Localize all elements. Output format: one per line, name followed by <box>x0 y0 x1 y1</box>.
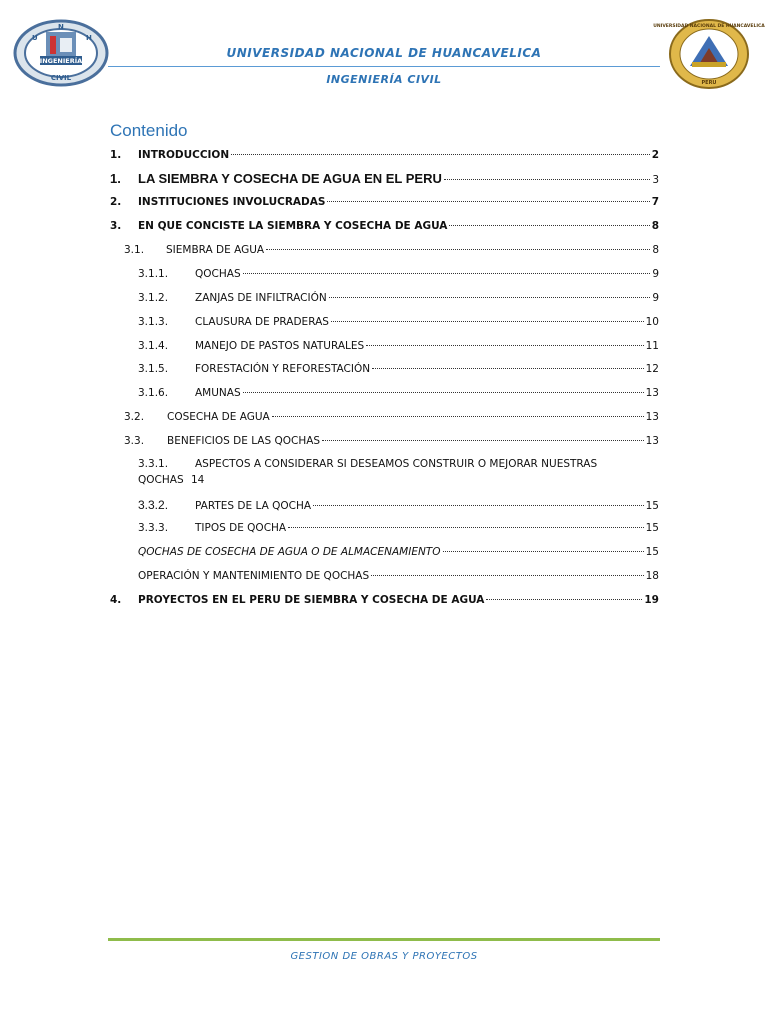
toc-leader-dots <box>449 224 649 226</box>
toc-leader-dots <box>327 200 649 202</box>
toc-entry-page: 8 <box>652 244 659 256</box>
unh-seal-logo <box>653 18 765 90</box>
toc-leader-dots <box>322 439 644 441</box>
toc-leader-dots <box>266 248 650 250</box>
toc-leader-dots <box>243 272 651 274</box>
toc-entry-page: 12 <box>645 363 659 375</box>
toc-entry-amunas[interactable] <box>138 387 659 399</box>
toc-leader-dots <box>372 367 644 369</box>
toc-entry-page: 9 <box>652 268 659 280</box>
toc-entry-number: 4. <box>110 594 122 606</box>
logo-right-label-university: UNIVERSIDAD NACIONAL DE HUANCAVELICA <box>653 24 765 29</box>
toc-entry-page: 15 <box>645 500 659 512</box>
toc-entry-qochas[interactable] <box>138 268 659 280</box>
toc-entry-page: 8 <box>651 220 659 232</box>
toc-entry-page: 2 <box>651 149 659 161</box>
faculty-title: INGENIERÍA CIVIL <box>326 73 442 86</box>
toc-entry-page: 7 <box>651 196 659 208</box>
toc-entry-title: INTRODUCCION <box>138 149 230 161</box>
toc-entry-title: PROYECTOS EN EL PERU DE SIEMBRA Y COSECHA DE AGUA <box>138 594 485 606</box>
toc-entry-cosecha-de-agua[interactable] <box>124 411 659 423</box>
toc-entry-title: INSTITUCIONES INVOLUCRADAS <box>138 196 326 208</box>
toc-leader-dots <box>288 526 644 528</box>
toc-entry-page: 18 <box>645 570 659 582</box>
toc-entry-number: 1. <box>110 171 121 186</box>
toc-entry-number: 3. <box>110 220 122 232</box>
toc-leader-dots <box>443 550 644 552</box>
toc-heading: Contenido <box>110 121 188 140</box>
toc-entry-manejo-pastos[interactable] <box>138 340 659 352</box>
toc-entry-number: 1. <box>110 149 122 161</box>
toc-entry-title: OPERACIÓN Y MANTENIMIENTO DE QOCHAS <box>138 570 370 582</box>
toc-entry-page: 15 <box>645 522 659 534</box>
footer-divider <box>108 938 660 941</box>
toc-entry-number: 3.1.5. <box>138 363 169 375</box>
toc-leader-dots <box>313 504 644 506</box>
toc-entry-number: 3.1. <box>124 244 145 256</box>
logo-left-letter-u: U <box>32 34 38 42</box>
toc-entry-number: 3.2. <box>124 411 145 423</box>
toc-leader-dots <box>444 178 650 180</box>
toc-entry-en-que-conciste[interactable] <box>110 220 659 232</box>
toc-entry-number: 3.1.2. <box>138 292 169 304</box>
toc-entry-page: 3 <box>652 174 659 186</box>
toc-entry-page: 13 <box>645 411 659 423</box>
toc-leader-dots <box>231 153 650 155</box>
toc-entry-title: MANEJO DE PASTOS NATURALES <box>195 340 365 352</box>
toc-entry-page: 13 <box>645 435 659 447</box>
toc-entry-title: CLAUSURA DE PRADERAS <box>195 316 329 328</box>
logo-left-label-faculty: INGENIERÍA <box>39 57 83 65</box>
toc-entry-number: 3.1.6. <box>138 387 169 399</box>
logo-left-letter-n: N <box>58 23 64 31</box>
toc-leader-dots <box>486 598 642 600</box>
toc-entry-number: 3.3.2. <box>138 498 169 512</box>
toc-entry-beneficios[interactable] <box>124 435 659 447</box>
toc-entry-number: 3.3.1. <box>138 458 169 470</box>
toc-entry-title: TIPOS DE QOCHA <box>195 522 287 534</box>
toc-entry-siembra-cosecha-peru[interactable] <box>110 171 659 186</box>
toc-entry-page: 9 <box>652 292 659 304</box>
toc-entry-number: 3.1.1. <box>138 268 169 280</box>
toc-leader-dots <box>331 320 644 322</box>
toc-leader-dots <box>243 391 644 393</box>
toc-entry-title: LA SIEMBRA Y COSECHA DE AGUA EN EL PERU <box>138 171 442 186</box>
toc-entry-title: SIEMBRA DE AGUA <box>166 244 265 256</box>
toc-entry-number: 3.1.3. <box>138 316 169 328</box>
header-divider <box>108 66 660 67</box>
toc-entry-page: 10 <box>645 316 659 328</box>
toc-entry-title: BENEFICIOS DE LAS QOCHAS <box>167 435 321 447</box>
toc-entry-operacion-mantenimiento[interactable] <box>138 570 659 582</box>
toc-entry-tipos-qocha[interactable] <box>138 522 659 534</box>
toc-entry-proyectos[interactable] <box>110 594 659 606</box>
toc-entry-page: 11 <box>645 340 659 352</box>
toc-leader-dots <box>366 344 643 346</box>
toc-entry-title: FORESTACIÓN Y REFORESTACIÓN <box>195 363 371 375</box>
toc-entry-qochas-almacenamiento[interactable] <box>138 546 659 558</box>
logo-right-label-country: PERU <box>701 80 717 86</box>
toc-entry-title: COSECHA DE AGUA <box>167 411 270 423</box>
toc-entry-partes-qocha[interactable] <box>138 498 659 512</box>
toc-entry-title: AMUNAS <box>195 387 241 399</box>
toc-entry-title: ZANJAS DE INFILTRACIÓN <box>195 292 327 304</box>
toc-leader-dots <box>329 296 651 298</box>
toc-entry-forestacion[interactable] <box>138 363 659 375</box>
toc-leader-dots <box>371 574 643 576</box>
toc-entry-number: 2. <box>110 196 122 208</box>
toc-entry-title-continued: QOCHAS <box>138 474 184 486</box>
toc-entry-page: 14 <box>190 474 205 486</box>
toc-entry-page: 13 <box>645 387 659 399</box>
toc-entry-number: 3.3. <box>124 435 145 447</box>
toc-entry-title: PARTES DE LA QOCHA <box>195 500 312 512</box>
toc-leader-dots <box>272 415 644 417</box>
logo-left-label-civil: CIVIL <box>50 74 72 82</box>
toc-entry-title: EN QUE CONCISTE LA SIEMBRA Y COSECHA DE AGUA <box>138 220 448 232</box>
toc-entry-title: ASPECTOS A CONSIDERAR SI DESEAMOS CONSTRUIR O MEJORAR NUESTRAS <box>195 458 598 470</box>
university-title: UNIVERSIDAD NACIONAL DE HUANCAVELICA <box>226 46 542 60</box>
toc-entry-zanjas[interactable] <box>138 292 659 304</box>
toc-entry-siembra-de-agua[interactable] <box>124 244 659 256</box>
toc-entry-page: 19 <box>644 594 659 606</box>
toc-entry-clausura[interactable] <box>138 316 659 328</box>
toc-entry-number: 3.1.4. <box>138 340 169 352</box>
toc-entry-title: QOCHAS DE COSECHA DE AGUA O DE ALMACENAMIENTO <box>138 546 441 558</box>
footer-text: GESTION DE OBRAS Y PROYECTOS <box>290 951 478 962</box>
toc-entry-instituciones[interactable] <box>110 196 659 208</box>
toc-entry-number: 3.3.3. <box>138 522 169 534</box>
toc-entry-page: 15 <box>645 546 659 558</box>
toc-entry-aspectos[interactable] <box>138 456 659 488</box>
toc-entry-title: QOCHAS <box>195 268 241 280</box>
toc-entry-introduccion[interactable] <box>110 149 659 161</box>
logo-left-letter-h: H <box>86 34 92 42</box>
